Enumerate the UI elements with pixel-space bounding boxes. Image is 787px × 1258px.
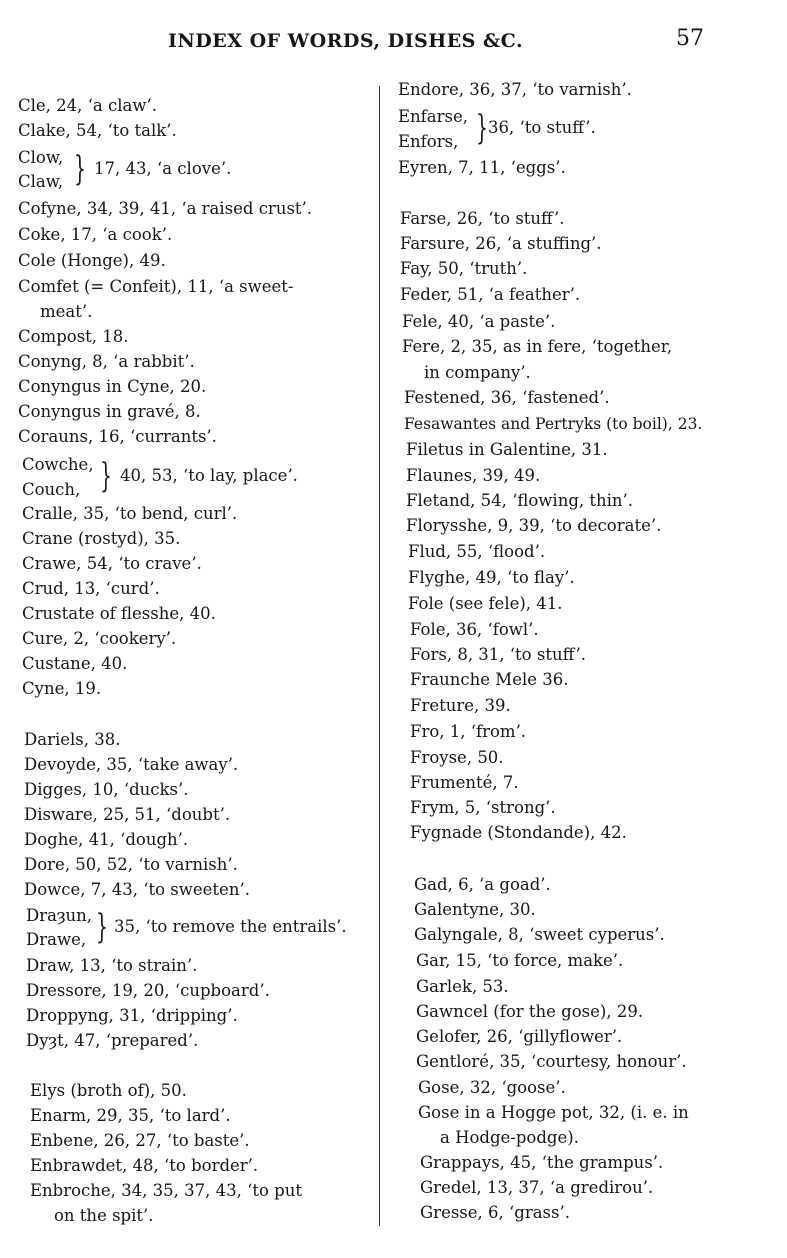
index-entry: Doghe, 41, ‘dough’. [24, 830, 189, 849]
index-entry: Draw, 13, ‘to strain’. [26, 956, 198, 975]
brace-definition: 40, 53, ‘to lay, place’. [120, 466, 298, 485]
brace-word: Draȝun, [26, 906, 93, 925]
index-entry: Galentyne, 30. [414, 900, 536, 919]
index-entry: Cole (Honge), 49. [18, 251, 166, 270]
index-entry: Gawncel (for the gose), 29. [416, 1002, 644, 1021]
index-entry: Cle, 24, ‘a claw’. [18, 96, 157, 115]
index-entry: Enbrawdet, 48, ‘to border’. [30, 1156, 259, 1175]
brace-word: Enfors, [398, 132, 459, 151]
index-entry: Fors, 8, 31, ‘to stuff’. [410, 645, 587, 664]
index-entry: Flaunes, 39, 49. [406, 466, 541, 485]
index-entry: Compost, 18. [18, 327, 129, 346]
index-entry: Dariels, 38. [24, 730, 121, 749]
curly-brace-icon: } [74, 149, 86, 189]
index-entry: Gredel, 13, 37, ‘a gredirou’. [420, 1178, 654, 1197]
index-entry: Devoyde, 35, ‘take away’. [24, 755, 239, 774]
index-entry: Enarm, 29, 35, ‘to lard’. [30, 1106, 231, 1125]
entry-continuation: on the spit’. [54, 1206, 154, 1225]
index-entry: Dore, 50, 52, ‘to varnish’. [24, 855, 238, 874]
index-entry: Crustate of flesshe, 40. [22, 604, 216, 623]
index-entry: Enbene, 26, 27, ‘to baste’. [30, 1131, 250, 1150]
index-entry: Filetus in Galentine, 31. [406, 440, 608, 459]
index-entry: Droppyng, 31, ‘dripping’. [26, 1006, 238, 1025]
index-entry: Gresse, 6, ‘grass’. [420, 1203, 570, 1222]
index-entry: Grappays, 45, ‘the grampus’. [420, 1153, 664, 1172]
index-entry: Frumenté, 7. [410, 773, 519, 792]
entry-continuation: in company’. [424, 363, 531, 382]
index-entry: Frym, 5, ‘strong’. [410, 798, 556, 817]
page-number: 57 [676, 26, 704, 51]
index-entry: Dressore, 19, 20, ‘cupboard’. [26, 981, 270, 1000]
index-entry: Gose, 32, ‘goose’. [418, 1078, 566, 1097]
index-entry: Festened, 36, ‘fastened’. [404, 388, 610, 407]
index-entry: Corauns, 16, ‘currants’. [18, 427, 217, 446]
index-entry: Digges, 10, ‘ducks’. [24, 780, 189, 799]
index-entry: Comfet (= Confeit), 11, ‘a sweet- [18, 277, 294, 296]
index-entry: Galyngale, 8, ‘sweet cyperus’. [414, 925, 665, 944]
index-entry: Clake, 54, ‘to talk’. [18, 121, 177, 140]
index-entry: Farsure, 26, ‘a stuffing’. [400, 234, 602, 253]
brace-word: Drawe, [26, 930, 87, 949]
running-title: INDEX OF WORDS, DISHES &C. [168, 30, 524, 52]
index-entry: Fletand, 54, ‘flowing, thin’. [406, 491, 634, 510]
index-entry: Crawe, 54, ‘to crave’. [22, 554, 202, 573]
index-entry: Fraunche Mele 36. [410, 670, 569, 689]
brace-word: Claw, [18, 172, 64, 191]
index-entry: Dyȝt, 47, ‘prepared’. [26, 1031, 199, 1050]
index-entry: Conyngus in Cyne, 20. [18, 377, 207, 396]
index-entry: Fay, 50, ‘truth’. [400, 259, 528, 278]
index-entry: Endore, 36, 37, ‘to varnish’. [398, 80, 632, 99]
index-entry: Fygnade (Stondande), 42. [410, 823, 627, 842]
brace-word: Cowche, [22, 455, 94, 474]
index-entry: Custane, 40. [22, 654, 128, 673]
index-entry: Fere, 2, 35, as in fere, ‘together, [402, 337, 673, 356]
index-entry: Gose in a Hogge pot, 32, (i. e. in [418, 1103, 689, 1122]
index-entry: Fesawantes and Pertryks (to boil), 23. [404, 415, 703, 433]
index-entry: Feder, 51, ‘a feather’. [400, 285, 581, 304]
index-entry: Elys (broth of), 50. [30, 1081, 187, 1100]
index-entry: Coke, 17, ‘a cook’. [18, 225, 173, 244]
index-entry: Crane (rostyd), 35. [22, 529, 181, 548]
index-entry: Flyghe, 49, ‘to flay’. [408, 568, 575, 587]
entry-continuation: meat’. [40, 302, 93, 321]
index-entry: Flud, 55, ‘flood’. [408, 542, 546, 561]
column-divider [379, 86, 380, 1226]
index-entry: Froyse, 50. [410, 748, 504, 767]
brace-definition: 35, ‘to remove the entrails’. [114, 917, 347, 936]
brace-word: Enfarse, [398, 107, 468, 126]
index-entry: Fole, 36, ‘fowl’. [410, 620, 539, 639]
index-entry: Garlek, 53. [416, 977, 509, 996]
index-entry: Cyne, 19. [22, 679, 102, 698]
brace-definition: 17, 43, ‘a clove’. [94, 159, 232, 178]
curly-brace-icon: } [100, 456, 112, 496]
brace-word: Clow, [18, 148, 64, 167]
index-entry: Gentloré, 35, ‘courtesy, honour’. [416, 1052, 687, 1071]
index-entry: Fele, 40, ‘a paste’. [402, 312, 556, 331]
index-entry: Cofyne, 34, 39, 41, ‘a raised crust’. [18, 199, 313, 218]
index-entry: Conyng, 8, ‘a rabbit’. [18, 352, 195, 371]
index-entry: Dowce, 7, 43, ‘to sweeten’. [24, 880, 250, 899]
index-entry: Cralle, 35, ‘to bend, curl’. [22, 504, 238, 523]
index-entry: Florysshe, 9, 39, ‘to decorate’. [406, 516, 662, 535]
index-entry: Conyngus in gravé, 8. [18, 402, 201, 421]
brace-word: Couch, [22, 480, 81, 499]
index-entry: Crud, 13, ‘curd’. [22, 579, 160, 598]
index-entry: Farse, 26, ‘to stuff’. [400, 209, 565, 228]
index-entry: Gar, 15, ‘to force, make’. [416, 951, 624, 970]
index-entry: Gelofer, 26, ‘gillyflower’. [416, 1027, 623, 1046]
index-entry: Eyren, 7, 11, ‘eggs’. [398, 158, 566, 177]
index-entry: Fro, 1, ‘from’. [410, 722, 527, 741]
index-entry: Freture, 39. [410, 696, 511, 715]
entry-continuation: a Hodge-podge). [440, 1128, 579, 1147]
index-entry: Disware, 25, 51, ‘doubt’. [24, 805, 231, 824]
index-entry: Fole (see fele), 41. [408, 594, 563, 613]
index-entry: Enbroche, 34, 35, 37, 43, ‘to put [30, 1181, 302, 1200]
index-entry: Cure, 2, ‘cookery’. [22, 629, 177, 648]
curly-brace-icon: } [96, 907, 108, 947]
brace-definition: 36, ‘to stuff’. [488, 118, 596, 137]
curly-brace-icon: } [476, 108, 488, 148]
index-entry: Gad, 6, ‘a goad’. [414, 875, 551, 894]
